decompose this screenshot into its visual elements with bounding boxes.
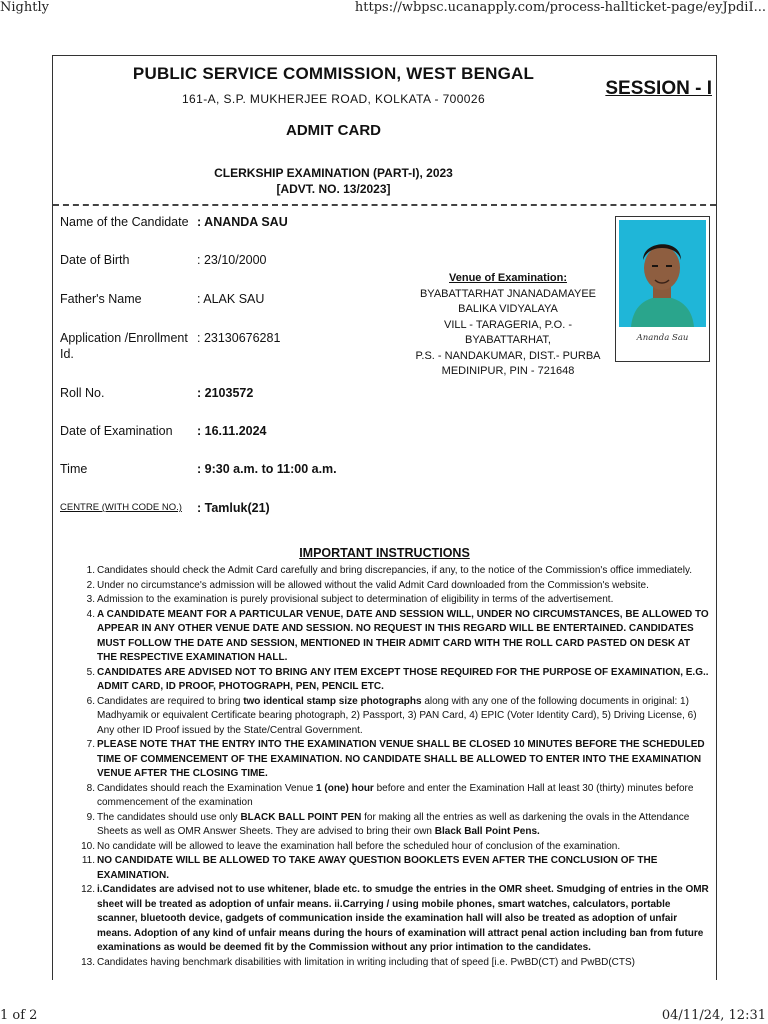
name-label: Name of the Candidate <box>60 215 189 229</box>
roll-value: : 2103572 <box>197 386 254 400</box>
instruction-item: 5. CANDIDATES ARE ADVISED NOT TO BRING ANY ITEM EXCEPT THOSE REQUIRED FOR THE PURPOSE OF EXAMINATION, E.G.. ADMIT CARD, ID PROOF, PHOTOGRAPH, PEN, PENCIL ETC. <box>86 666 709 692</box>
venue-line: BALIKA VIDYALAYA <box>458 303 558 315</box>
venue-heading: Venue of Examination: <box>449 272 567 284</box>
exam-date-label: Date of Examination <box>60 424 173 438</box>
application-label: Application /Enrollment Id. <box>60 331 188 361</box>
print-timestamp: 04/11/24, 12:31 <box>661 1008 766 1023</box>
org-address: 161-A, S.P. MUKHERJEE ROAD, KOLKATA - 700026 <box>181 92 486 106</box>
father-value: : ALAK SAU <box>197 292 265 306</box>
instructions-list <box>81 564 709 970</box>
candidate-photo-frame <box>615 216 710 362</box>
venue-line: BYABATTARHAT JNANADAMAYEE <box>419 287 597 300</box>
instruction-item: 11. NO CANDIDATE WILL BE ALLOWED TO TAKE AWAY QUESTION BOOKLETS EVEN AFTER THE CONCLUSION OF THE EXAMINATION. <box>81 855 658 881</box>
instruction-item: 8. Candidates should reach the Examination Venue 1 (one) hour before and enter the Examination Hall at least 30 (thirty) minutes before commencement of the examination <box>86 782 694 808</box>
instruction-item: 9. The candidates should use only BLACK BALL POINT PEN for making all the entries as well as darkening the ovals in the Attendance Sheets as well as OMR Answer Sheets. They are advised to bring their own Black Ball Point Pens. <box>86 811 690 837</box>
advt-number: [ADVT. NO. 13/2023] <box>276 182 391 196</box>
page-indicator: 1 of 2 <box>0 1008 38 1023</box>
instruction-item: 13. Candidates having benchmark disabilities with limitation in writing including that of speed [i.e. PwBD(CT) and PwBD(CTS) <box>81 956 636 968</box>
session-label: SESSION - I <box>605 78 712 99</box>
person-photo-icon <box>619 220 706 327</box>
instruction-item: 1. Candidates should check the Admit Card carefully and bring discrepancies, if any, to the notice of the Commission's office immediately. <box>86 565 692 576</box>
doc-title: ADMIT CARD <box>286 122 381 139</box>
time-value: : 9:30 a.m. to 11:00 a.m. <box>197 462 337 476</box>
father-label: Father's Name <box>60 292 142 306</box>
instruction-item: 4. A CANDIDATE MEANT FOR A PARTICULAR VENUE, DATE AND SESSION WILL, UNDER NO CIRCUMSTANCES, BE ALLOWED TO APPEAR IN ANY OTHER VENUE DATE AND SESSION. NO REQUEST IN THIS REGARD WILL BE ENTERTAINED. CANDIDATES MUST FOLLOW THE DATE AND SESSION, MENTIONED IN THEIR ADMIT CARD WITH THE ROLL CARD PASTED ON DESK AT THE RESPECTIVE EXAMINATION HALL. <box>86 608 709 663</box>
dob-value: : 23/10/2000 <box>197 253 267 267</box>
instruction-item: 6. Candidates are required to bring two identical stamp size photographs along with any one of the following documents in original: 1) Madhyamik or equivalent Certificate bearing photograph, 2) Passport, 3) PAN Card, 4) EPIC (Voter Identity Card), 5) Driving License, 6) Any other ID Proof issued by the State/Central Government. <box>86 695 697 736</box>
candidate-photo <box>619 220 706 327</box>
browser-app-name: Nightly <box>0 0 49 15</box>
instruction-item: 12. i.Candidates are advised not to use whitener, blade etc. to smudge the entries in the OMR sheet. Smudging of entries in the OMR sheet will be treated as adoption of unfair means. ii.Carrying / using mobile phones, smart watches, calculators, portable scanner, bluetooth device, gadgets of communication inside the examination hall will also be treated as adoption of unfair means. Adoption of any kind of unfair means during the hours of examination will attract penal action including ban from future examinations as would be deemed fit by the Commission without any prior intimation to the candidates. <box>81 884 709 953</box>
exam-date-value: : 16.11.2024 <box>197 424 267 438</box>
admit-card <box>52 55 717 980</box>
venue-line: MEDINIPUR, PIN - 721648 <box>441 365 575 377</box>
name-value: : ANANDA SAU <box>197 215 288 229</box>
instruction-item: 2. Under no circumstance's admission will be allowed without the valid Admit Card downloaded from the Commission's website. <box>86 579 649 591</box>
time-label: Time <box>60 462 88 476</box>
instruction-item: 3. Admission to the examination is purely provisional subject to determination of eligibility in terms of the advertisement. <box>86 594 614 605</box>
centre-value: : Tamluk(21) <box>197 501 270 515</box>
application-value: : 23130676281 <box>197 331 281 345</box>
centre-label: CENTRE (WITH CODE NO.) <box>60 502 182 513</box>
venue-line: VILL - TARAGERIA, P.O. - BYABATTARHAT, <box>444 318 572 346</box>
roll-label: Roll No. <box>60 386 105 400</box>
instruction-item: 7. PLEASE NOTE THAT THE ENTRY INTO THE EXAMINATION VENUE SHALL BE CLOSED 10 MINUTES BEFORE THE SCHEDULED TIME OF COMMENCEMENT OF THE EXAMINATION. NO CANDIDATE SHALL BE ALLOWED TO ENTER INTO THE EXAMINATION VENUE AFTER THE CLOSING TIME. <box>86 739 705 779</box>
instruction-item: 10. No candidate will be allowed to leave the examination hall before the scheduled hour of conclusion of the examination. <box>81 840 621 852</box>
dob-label: Date of Birth <box>60 253 130 267</box>
venue-line: P.S. - NANDAKUMAR, DIST.- PURBA <box>415 349 601 362</box>
page-url[interactable]: https://wbpsc.ucanapply.com/process-hallticket-page/eyJpdiI... <box>354 0 766 15</box>
dashed-divider <box>53 204 716 206</box>
instructions-title: IMPORTANT INSTRUCTIONS <box>299 546 470 560</box>
org-title: PUBLIC SERVICE COMMISSION, WEST BENGAL <box>132 64 535 83</box>
signature: Ananda Sau <box>636 333 689 343</box>
venue-block <box>403 271 613 380</box>
exam-name: CLERKSHIP EXAMINATION (PART-I), 2023 <box>214 166 453 180</box>
